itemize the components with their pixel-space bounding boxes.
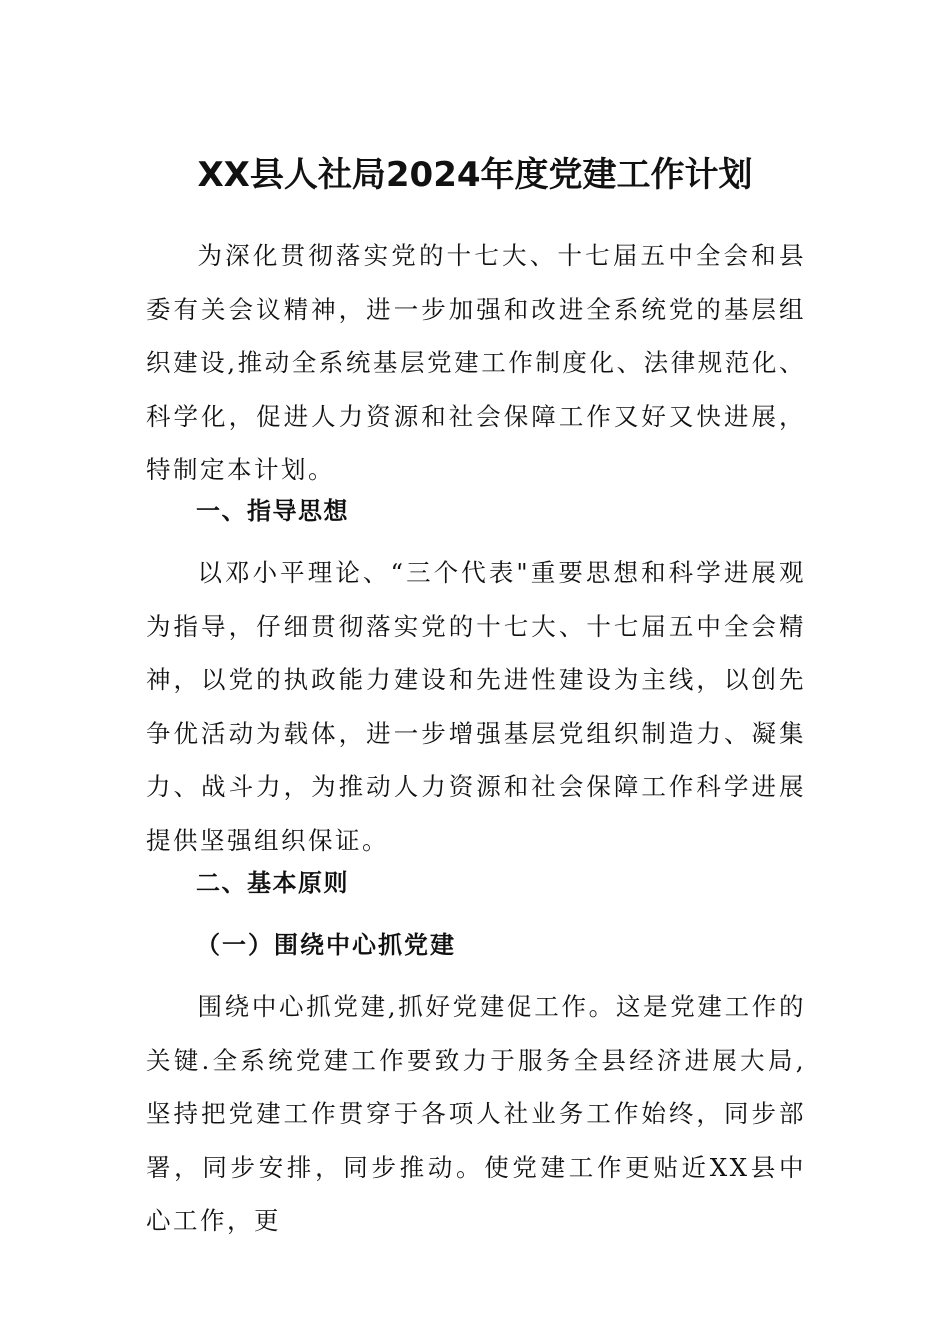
document-title: XX县人社局2024年度党建工作计划 bbox=[197, 155, 753, 195]
section-heading-basic-principles: 二、基本原则 bbox=[196, 869, 349, 897]
subsection-heading-center-party-building: （一）围绕中心抓党建 bbox=[196, 931, 456, 959]
section-heading-guiding-thought: 一、指导思想 bbox=[196, 497, 349, 525]
intro-paragraph: 为深化贯彻落实党的十七大、十七届五中全会和县委有关会议精神，进一步加强和改进全系统党的基层组织建设,推动全系统基层党建工作制度化、法律规范化、科学化，促进人力资源和社会保障工作又好又快进展，特制定本计划。 bbox=[146, 241, 806, 485]
center-party-building-paragraph: 围绕中心抓党建,抓好党建促工作。这是党建工作的关键.全系统党建工作要致力于服务全县经济进展大局,坚持把党建工作贯穿于各项人社业务工作始终，同步部署，同步安排，同步推动。使党建工作更贴近XX县中心工作，更 bbox=[146, 992, 806, 1236]
guiding-thought-paragraph: 以邓小平理论、“三个代表"重要思想和科学进展观为指导，仔细贯彻落实党的十七大、十七届五中全会精神，以党的执政能力建设和先进性建设为主线，以创先争优活动为载体，进一步增强基层党组织制造力、凝集力、战斗力，为推动人力资源和社会保障工作科学进展提供坚强组织保证。 bbox=[146, 558, 806, 855]
